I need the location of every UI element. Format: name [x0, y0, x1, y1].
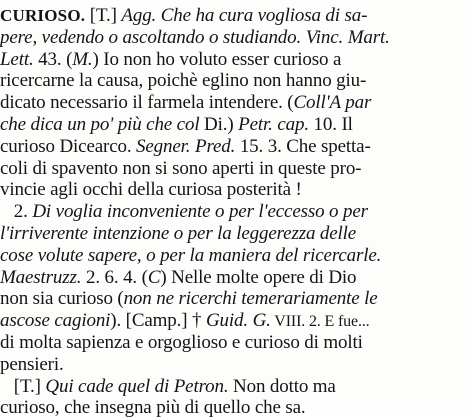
- entry-text: curioso Dicearco.: [0, 135, 137, 157]
- entry-text: M.: [72, 48, 93, 70]
- entry-line: [0, 244, 381, 267]
- entry-text: Qui cade quel di Petron.: [45, 375, 229, 397]
- entry-text: Guid. G.: [205, 310, 271, 332]
- entry-text: ) Io non ho voluto esser curioso a: [92, 48, 342, 70]
- entry-text: 15. 3. Che spetta-: [235, 135, 371, 157]
- entry-line: [0, 26, 390, 49]
- entry-line: [0, 135, 371, 158]
- entry-line: [0, 353, 64, 376]
- entry-text: pere, vedendo o ascoltando o studiando. Vinc. Mart.: [0, 26, 390, 48]
- entry-line: [0, 48, 341, 71]
- entry-text: ricercarne la causa, poichè eglino non hanno giu-: [0, 70, 367, 92]
- entry-text: CURIOSO.: [0, 6, 86, 25]
- entry-text: non sia curioso (: [0, 288, 124, 310]
- entry-text: ). [Camp.] †: [110, 310, 206, 332]
- entry-line: [0, 222, 356, 245]
- entry-line: [0, 396, 306, 419]
- entry-line: [0, 375, 336, 398]
- entry-text: curioso, che insegna più di quello che sa.: [0, 397, 306, 419]
- entry-line: [0, 309, 370, 332]
- entry-line: [0, 287, 378, 310]
- entry-text: vincie agli occhi della curiosa posterità !: [0, 179, 302, 201]
- entry-line: [0, 266, 356, 289]
- entry-text: 2. 6. 4. (: [81, 266, 148, 288]
- entry-text: di molta sapienza e orgoglioso e curioso di molti: [0, 332, 363, 353]
- entry-line: [0, 331, 363, 354]
- entry-text: Di voglia inconveniente o per l'eccesso o per: [32, 201, 368, 223]
- entry-line: [0, 200, 368, 223]
- entry-text: 2.: [0, 201, 33, 223]
- entry-text: Petr. cap.: [238, 114, 309, 135]
- entry-text: Di.): [199, 114, 239, 135]
- entry-text: pensieri.: [0, 353, 64, 375]
- entry-text: 10. Il: [308, 114, 353, 135]
- entry-line: [0, 178, 302, 201]
- entry-line: [0, 113, 353, 136]
- entry-text: ) Nelle molte opere di Dio: [160, 266, 357, 288]
- entry-line: [0, 91, 371, 114]
- entry-text: Maestruzz.: [0, 266, 82, 288]
- entry-text: VIII. 2. E fue...: [270, 313, 370, 331]
- entry-text: dicato necessario il farmela intendere. (: [0, 92, 294, 114]
- entry-text: Agg. Che ha cura vogliosa di sa-: [121, 5, 368, 26]
- entry-text: che dica un po' più che col: [0, 114, 200, 135]
- entry-text: Non dotto ma: [228, 375, 336, 397]
- entry-line: [0, 4, 367, 27]
- entry-text: Segner. Pred.: [136, 135, 236, 157]
- entry-text: Lett.: [0, 48, 34, 70]
- entry-text: C: [147, 266, 161, 288]
- entry-text: non ne ricerchi temerariamente le: [123, 288, 378, 310]
- entry-text: cose volute sapere, o per la maniera del ricercarle.: [0, 244, 382, 266]
- entry-text: ascose cagioni: [0, 310, 111, 332]
- entry-text: 43. (: [33, 48, 73, 70]
- entry-text: l'irriverente intenzione o per la leggerezza delle: [0, 223, 357, 244]
- entry-text: Coll'A par: [293, 92, 372, 114]
- entry-line: [0, 69, 366, 92]
- entry-text: [T.]: [0, 375, 46, 397]
- entry-text: [T.]: [85, 5, 122, 26]
- entry-text: coli di spavento non si sono aperti in queste pro-: [0, 157, 362, 179]
- entry-line: [0, 157, 361, 180]
